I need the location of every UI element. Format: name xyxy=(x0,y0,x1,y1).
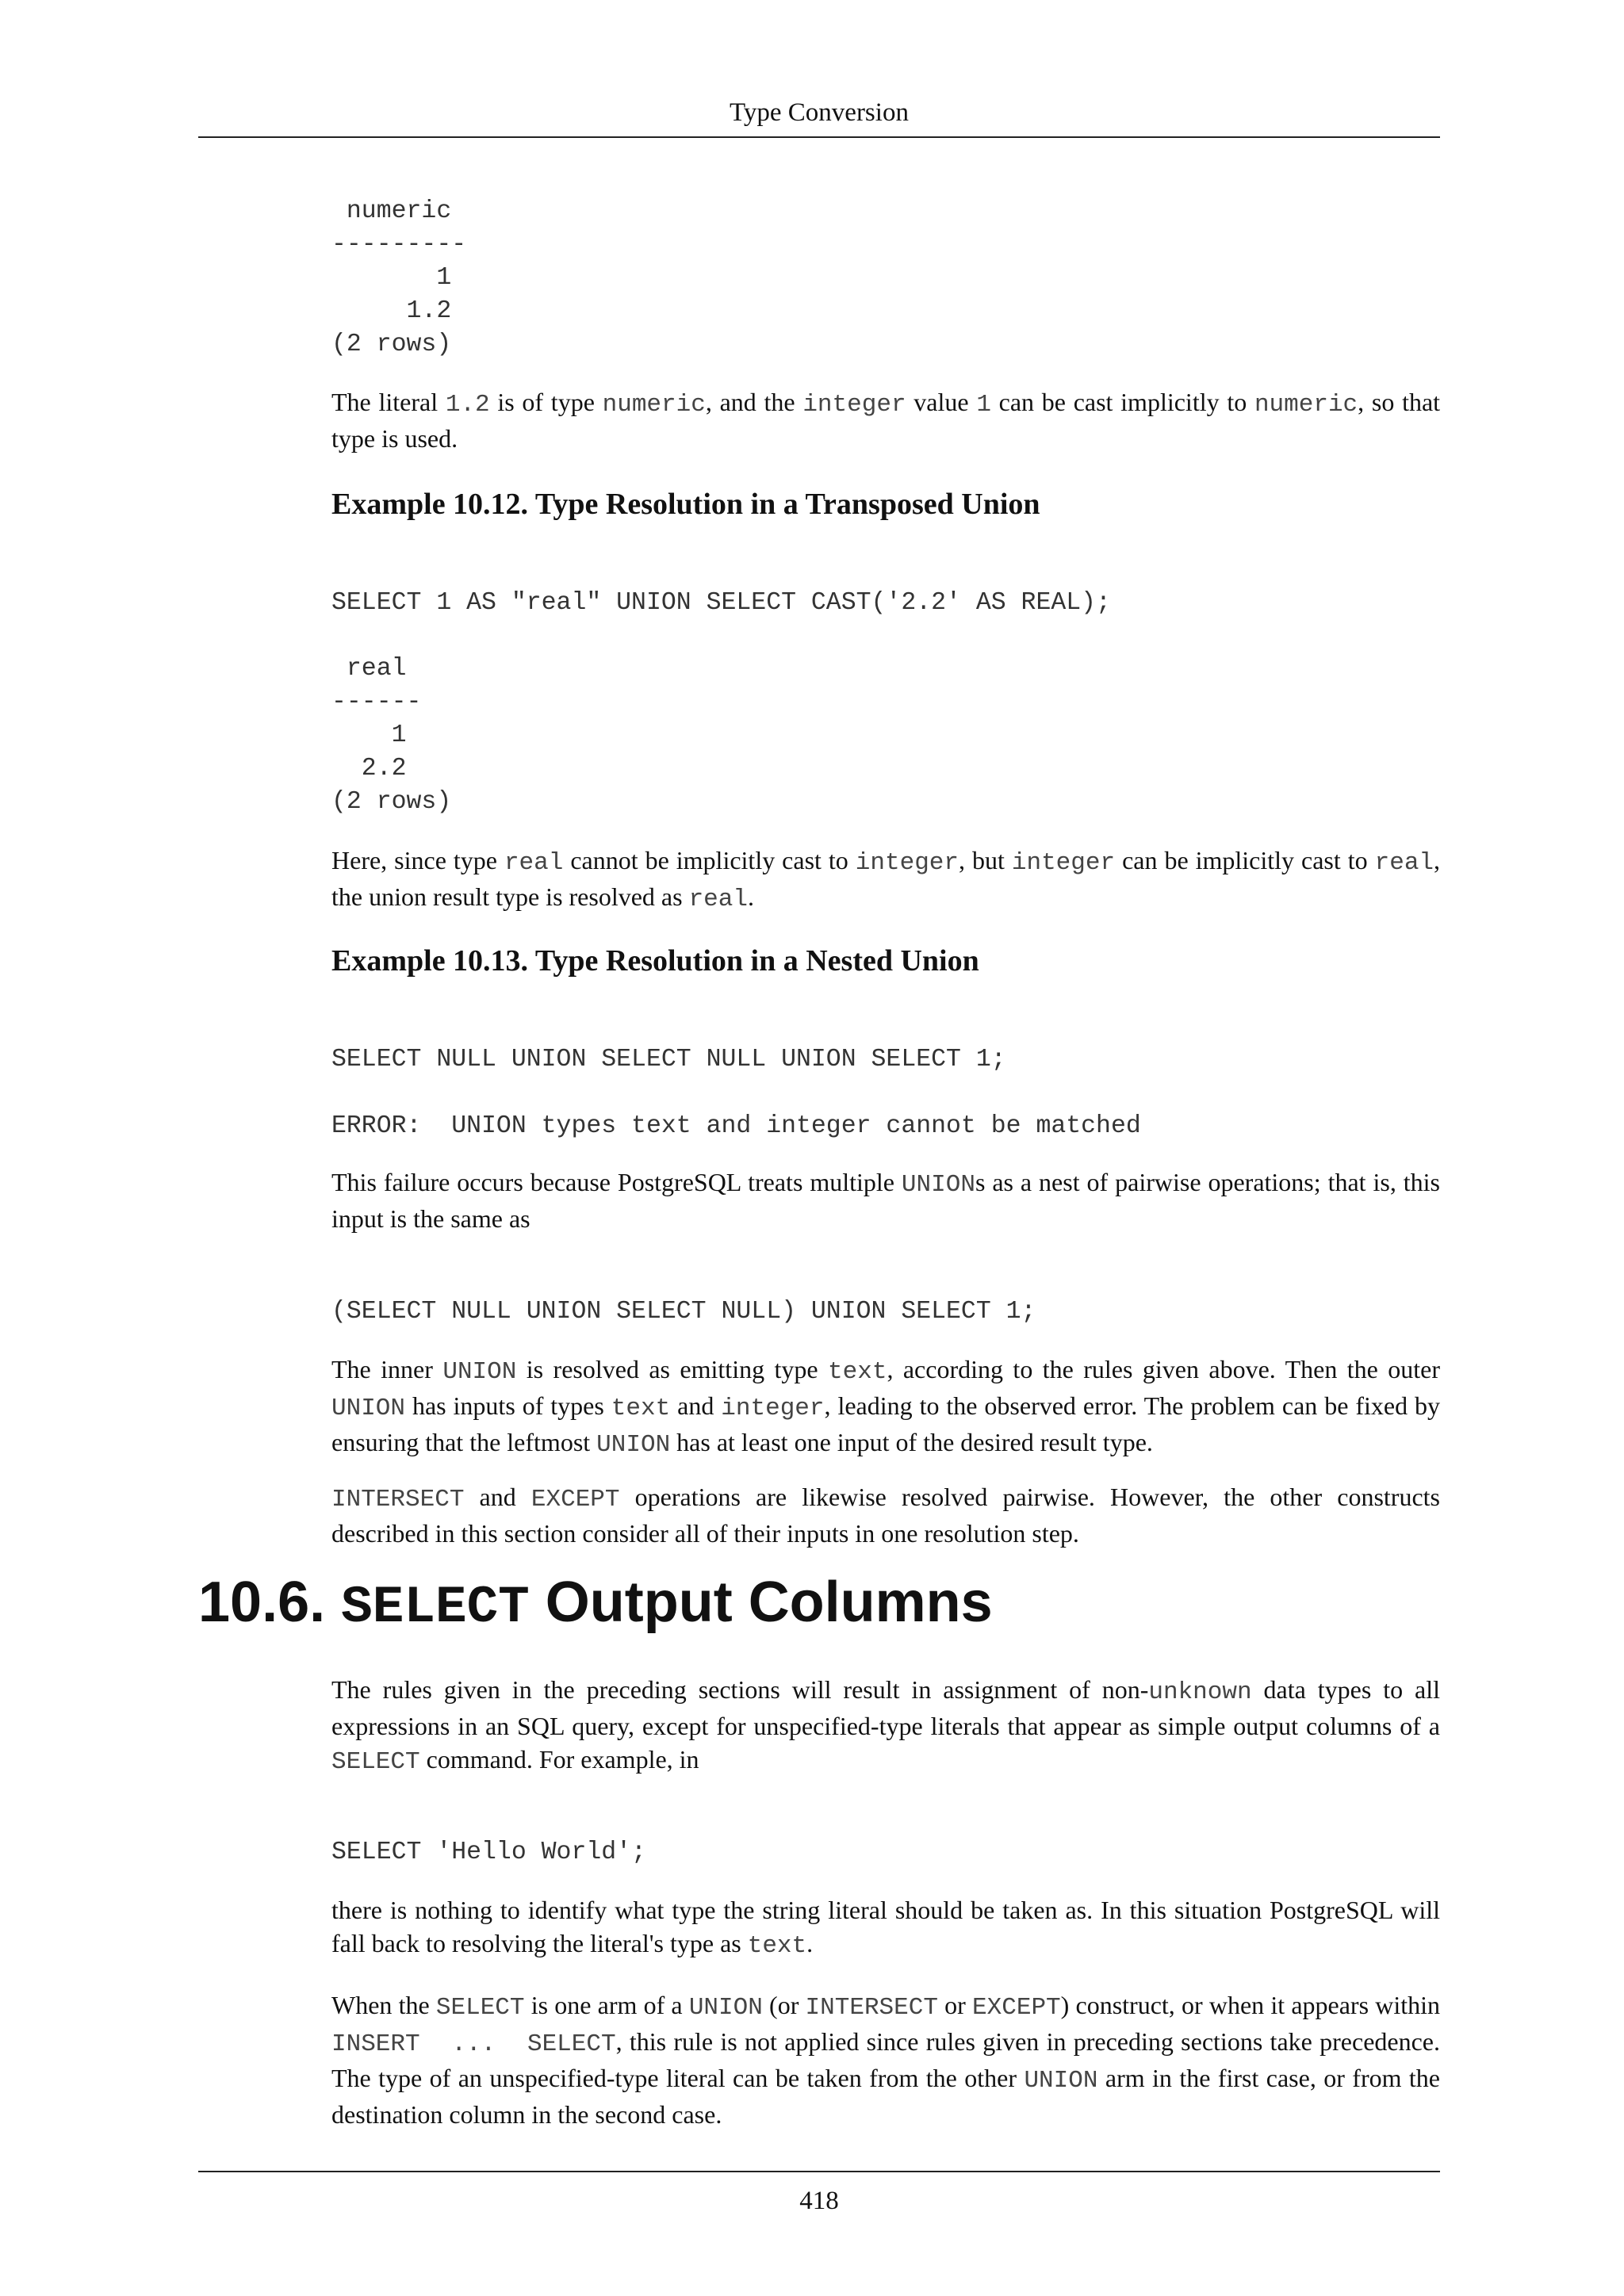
real-output: real ------ 1 2.2 (2 rows) xyxy=(331,655,452,816)
example-10-12-title: Example 10.12. Type Resolution in a Transposed Union xyxy=(331,488,1040,521)
code-hello-world: SELECT 'Hello World'; xyxy=(331,1839,646,1866)
paragraph-rules: The rules given in the preceding sections will result in assignment of non-unknown data types to all expressions in an SQL query, except for unspecified-type literals that appear as simple output columns of a SELECT command. For example, in xyxy=(331,1675,1441,1776)
example-10-13-title: Example 10.13. Type Resolution in a Nested Union xyxy=(331,944,979,978)
code-example-10-13: SELECT NULL UNION SELECT NULL UNION SELECT 1; xyxy=(331,1046,1006,1073)
section-heading: 10.6. SELECT Output Columns xyxy=(198,1571,993,1637)
paragraph-real: Here, since type real cannot be implicitly cast to integer, but integer can be implicitly cast to real, the union result type is resolved as real. xyxy=(331,846,1441,913)
footer-rule xyxy=(198,2171,1440,2172)
numeric-output: numeric --------- 1 1.2 (2 rows) xyxy=(331,197,467,358)
paragraph-when-select: When the SELECT is one arm of a UNION (or INTERSECT or EXCEPT) construct, or when it appears within INSERT ... SELECT, this rule is not applied since rules given in preceding sections take precedence. The type of an unspecified-type literal can be taken from the other UNION arm in the first case, or from the destination column in the second case. xyxy=(331,1991,1441,2129)
error-output: ERROR: UNION types text and integer cannot be matched xyxy=(331,1112,1141,1140)
paragraph-inner-union: The inner UNION is resolved as emitting type text, according to the rules given above. Then the outer UNION has inputs of types text and integer, leading to the observed error. The problem can be fixed by ensuring that the leftmost UNION has at least one input of the desired result type. xyxy=(331,1355,1441,1459)
code-nested-union: (SELECT NULL UNION SELECT NULL) UNION SELECT 1; xyxy=(331,1298,1036,1326)
code-example-10-12: SELECT 1 AS "real" UNION SELECT CAST('2.2' AS REAL); xyxy=(331,589,1111,617)
running-header: Type Conversion xyxy=(730,98,909,127)
page-number: 418 xyxy=(799,2187,839,2215)
paragraph-failure: This failure occurs because PostgreSQL treats multiple UNIONs as a nest of pairwise operations; that is, this input is the same as xyxy=(331,1168,1441,1233)
paragraph-nothing-to-identify: there is nothing to identify what type the string literal should be taken as. In this situation PostgreSQL will fall back to resolving the literal's type as text. xyxy=(331,1896,1440,1960)
header-rule xyxy=(198,136,1440,138)
paragraph-intersect-except: INTERSECT and EXCEPT operations are likewise resolved pairwise. However, the other constructs described in this section consider all of their inputs in one resolution step. xyxy=(331,1483,1441,1548)
paragraph-literal: The literal 1.2 is of type numeric, and the integer value 1 can be cast implicitly to numeric, so that type is used. xyxy=(331,388,1441,453)
